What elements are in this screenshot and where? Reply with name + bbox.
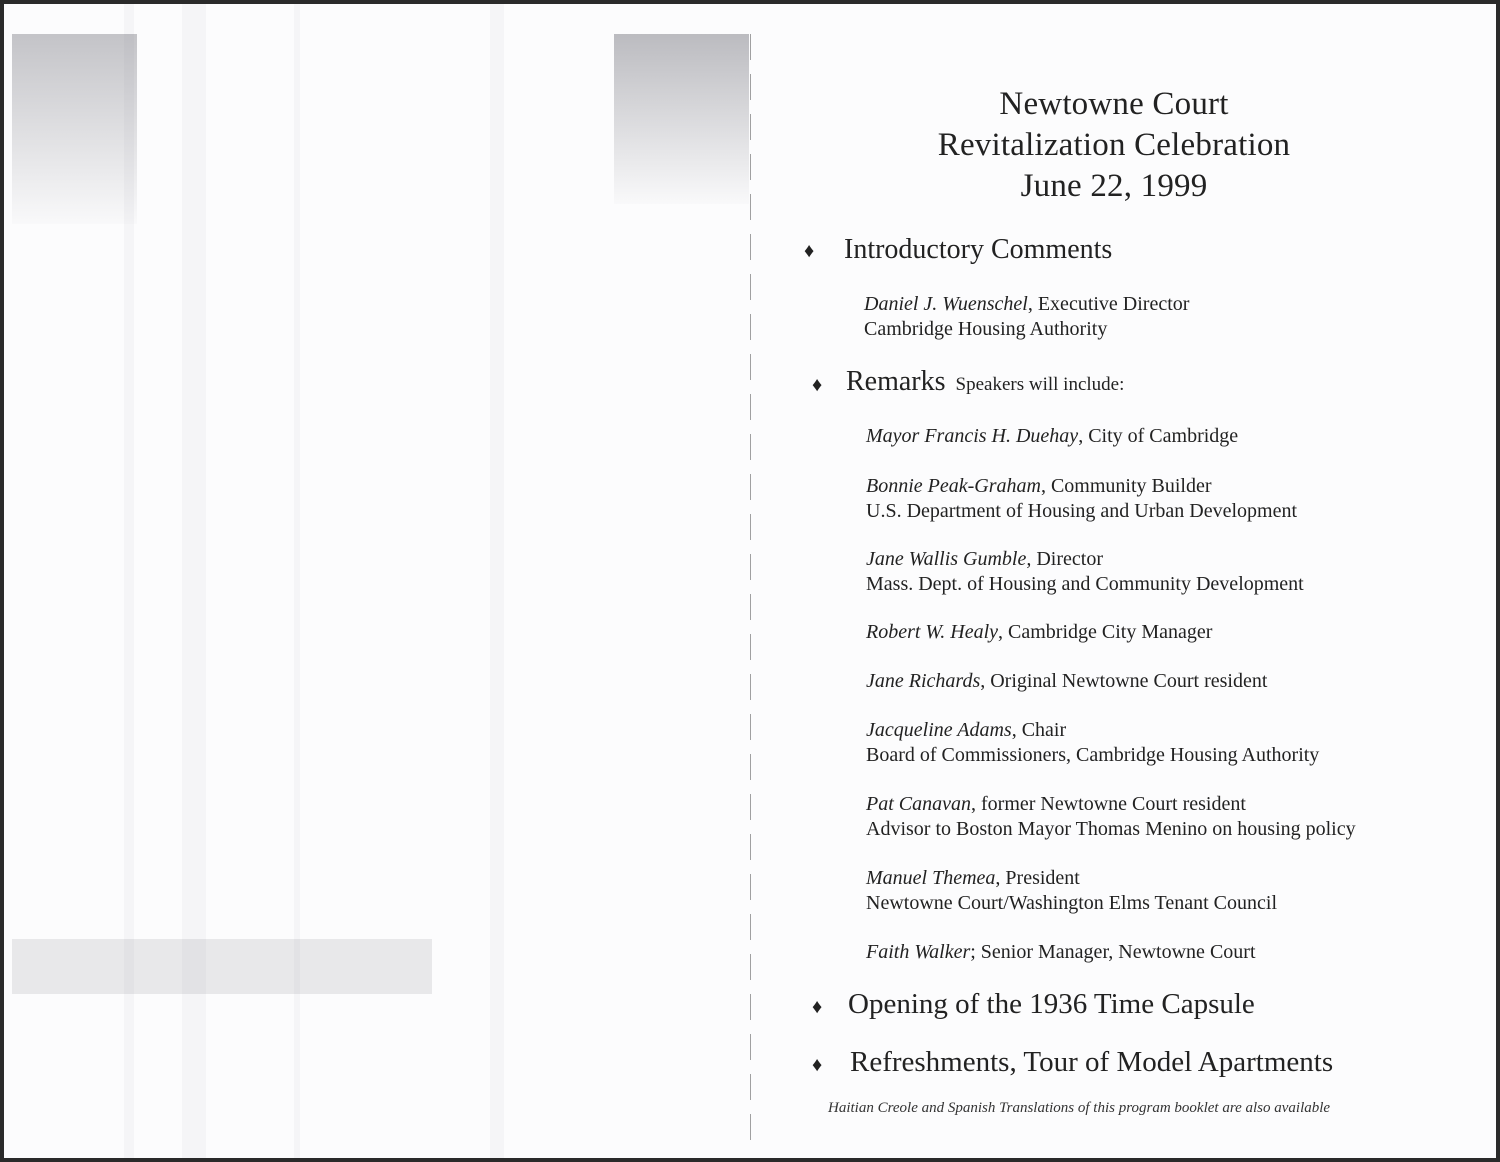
speaker-name: Jane Wallis Gumble, [866,548,1032,570]
speaker-org: Mass. Dept. of Housing and Community Development [866,573,1304,595]
remarks-title: Remarks [846,366,946,397]
speaker-entry [866,792,1356,842]
speaker-name: Daniel J. Wuenschel [864,293,1028,315]
speaker-entry [866,424,1238,449]
diamond-bullet-icon: ♦ [812,996,823,1018]
scan-smudge [12,939,432,994]
speaker-entry [866,940,1256,965]
speaker-org: Cambridge Housing Authority [864,318,1108,340]
speaker-entry [866,474,1297,524]
diamond-bullet-icon: ♦ [812,374,823,396]
speaker-role: Director [1031,548,1103,570]
section-heading-capsule: Opening of the 1936 Time Capsule [848,988,1255,1020]
scan-smudge [12,34,137,224]
section-heading-remarks [846,366,1124,398]
remarks-subtitle: Speakers will include: [955,374,1125,395]
speaker-entry [866,669,1267,694]
translation-note: Haitian Creole and Spanish Translations of this program booklet are also available [828,1100,1331,1116]
speaker-name: Robert W. Healy [866,621,999,643]
speaker-name: Jacqueline Adams [866,719,1012,741]
speaker-role: , City of Cambridge [1078,425,1239,447]
speaker-entry [864,292,1189,342]
speaker-role: , Cambridge City Manager [998,621,1213,643]
speaker-entry [866,718,1319,768]
fold-line [750,34,751,1154]
scan-streak [490,4,504,1158]
speaker-org: Newtowne Court/Washington Elms Tenant Council [866,892,1278,914]
program-sheet [4,4,1496,1158]
program-header [784,84,1444,207]
speaker-role: , President [995,867,1080,889]
scan-smudge [614,34,749,204]
speaker-entry [866,866,1277,916]
speaker-role: , former Newtowne Court resident [971,793,1246,815]
speaker-entry [866,547,1304,597]
speaker-name: Jane Richards [866,670,981,692]
speaker-role: , Original Newtowne Court resident [980,670,1268,692]
diamond-bullet-icon: ♦ [804,240,815,262]
speaker-name: Pat Canavan [866,793,971,815]
speaker-org: Board of Commissioners, Cambridge Housing Authority [866,744,1320,766]
section-heading-refreshments: Refreshments, Tour of Model Apartments [850,1046,1334,1078]
speaker-org: Advisor to Boston Mayor Thomas Menino on housing policy [866,818,1356,840]
speaker-role: , Executive Director [1027,293,1190,315]
speaker-name: Mayor Francis H. Duehay [866,425,1079,447]
speaker-role: , Chair [1011,719,1067,741]
speaker-name: Manuel Themea [866,867,996,889]
section-heading-intro: Introductory Comments [844,234,1113,265]
diamond-bullet-icon: ♦ [812,1054,823,1076]
speaker-name: Bonnie Peak-Graham [866,475,1041,497]
title-line-2: Revitalization Celebration [937,127,1291,163]
speaker-role: , Community Builder [1040,475,1212,497]
title-line-1: Newtowne Court [999,86,1229,122]
speaker-entry [866,620,1212,645]
event-date: June 22, 1999 [1020,168,1208,204]
speaker-role: ; Senior Manager, Newtowne Court [970,941,1256,963]
speaker-org: U.S. Department of Housing and Urban Development [866,500,1298,522]
speaker-name: Faith Walker [866,941,971,963]
